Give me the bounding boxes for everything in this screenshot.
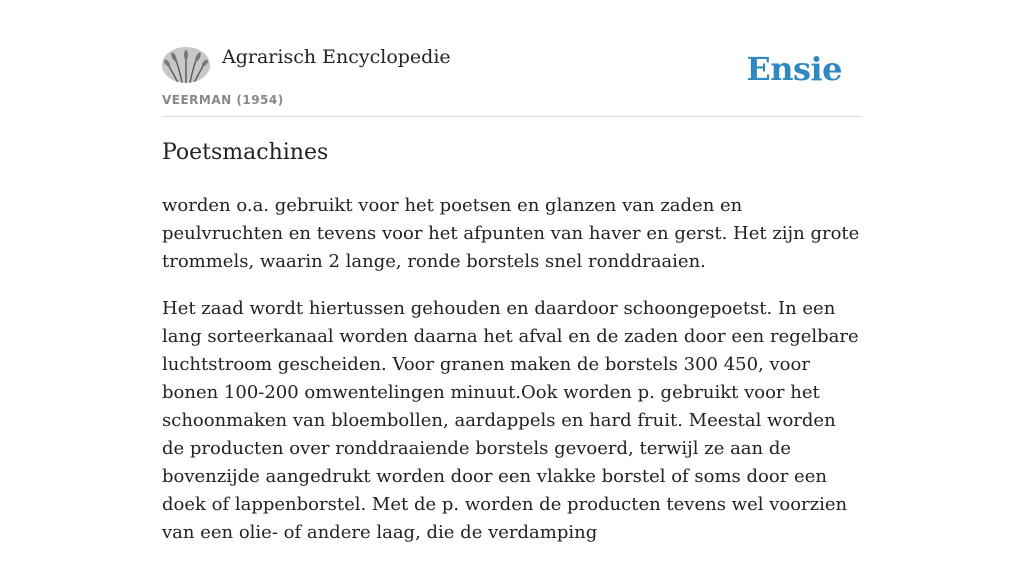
source-author-year: VEERMAN (1954)	[162, 93, 284, 107]
source-logo-image[interactable]	[162, 47, 210, 83]
ensie-logo[interactable]: Ensie	[746, 50, 842, 88]
article-body	[162, 192, 862, 566]
article-title: Poetsmachines	[162, 140, 329, 165]
article-page	[162, 0, 862, 543]
article-paragraph: worden o.a. gebruikt voor het poetsen en glanzen van zaden en peulvruchten en tevens voor het afpunten van haver en gerst. Het zijn grote trommels, waarin 2 lange, ronde borstels snel ronddraaien.	[162, 195, 860, 272]
article-header	[162, 0, 862, 117]
wheat-icon	[162, 47, 210, 83]
source-name-link[interactable]: Agrarisch Encyclopedie	[222, 46, 451, 68]
article-paragraph: Het zaad wordt hiertussen gehouden en daardoor schoongepoetst. In een lang sorteerkanaal worden daarna het afval en de zaden door een regelbare luchtstroom gescheiden. Voor granen maken de borstels 300 450, voor bonen 100-200 omwentelingen minuut.Ook worden p. gebruikt voor het schoonmaken van bloembollen, aardappels en hard fruit. Meestal worden de producten over ronddraaiende borstels gevoerd, terwijl ze aan de bovenzijde aangedrukt worden door een vlakke borstel of soms door een doek of lappenborstel. Met de p. worden de producten tevens wel voorzien van een olie- of andere laag, die de verdamping	[162, 298, 859, 543]
